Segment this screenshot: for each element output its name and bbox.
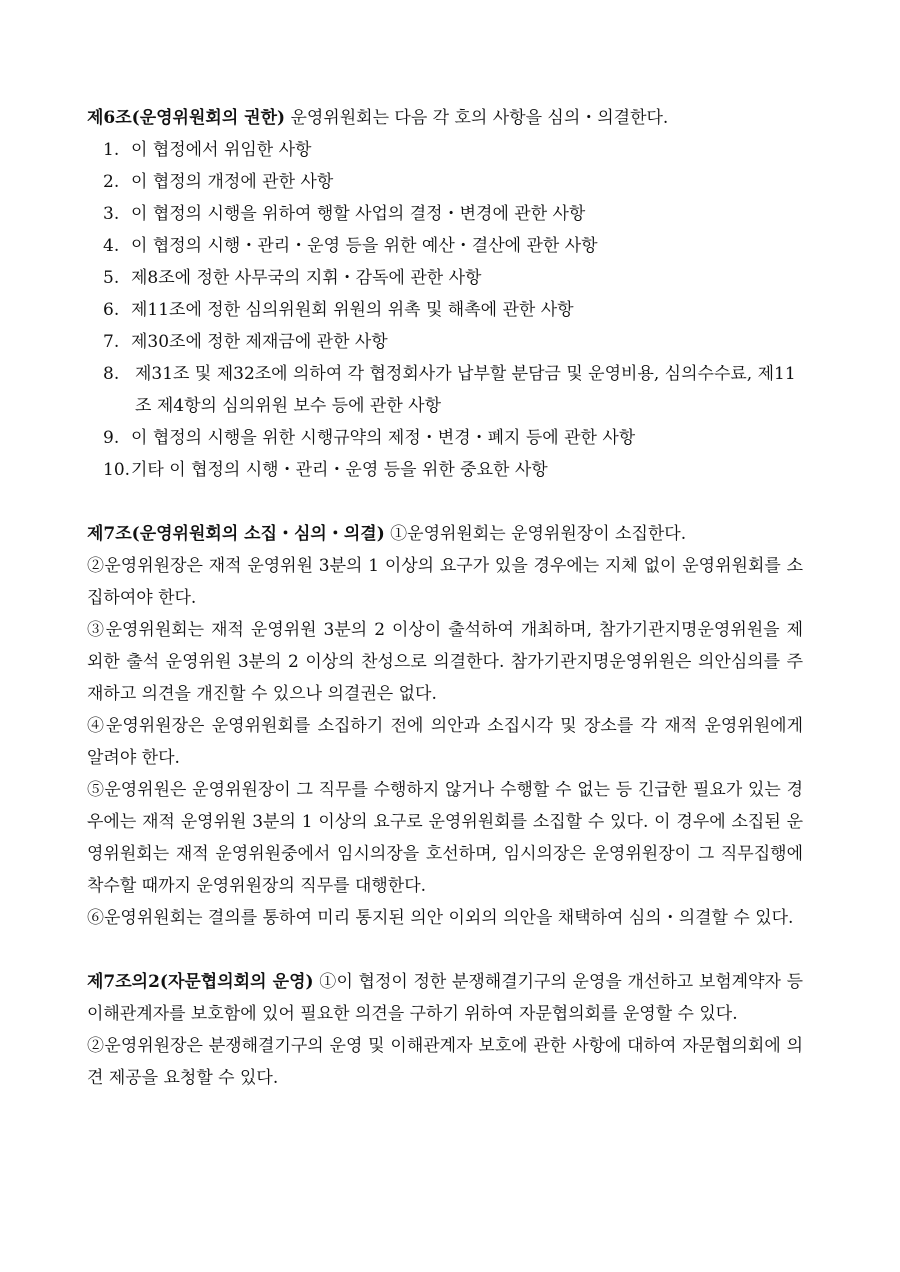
item-text: 기타 이 협정의 시행・관리・운영 등을 위한 중요한 사항	[131, 460, 548, 480]
article-6-intro: 운영위원회는 다음 각 호의 사항을 심의・의결한다.	[285, 108, 669, 128]
list-item	[87, 358, 803, 422]
item-number: 1.	[103, 140, 120, 160]
article-7-2-title: 제7조의2(자문협의회의 운영)	[87, 972, 314, 992]
article-7	[87, 518, 803, 934]
list-item	[87, 198, 803, 230]
article-6	[87, 102, 803, 486]
article-7-para-4: ④운영위원장은 운영위원회를 소집하기 전에 의안과 소집시각 및 장소를 각 재적 운영위원에게 알려야 한다.	[87, 716, 803, 768]
item-number: 5.	[103, 268, 120, 288]
item-number: 2.	[103, 172, 120, 192]
item-number: 6.	[103, 300, 120, 320]
document-page	[87, 102, 803, 1094]
article-7-title: 제7조(운영위원회의 소집・심의・의결)	[87, 524, 385, 544]
article-7-heading	[87, 518, 803, 550]
list-item	[87, 326, 803, 358]
article-6-items	[87, 134, 803, 486]
list-item	[87, 134, 803, 166]
article-7-para-6: ⑥운영위원회는 결의를 통하여 미리 통지된 의안 이외의 의안을 채택하여 심의・의결할 수 있다.	[87, 908, 794, 928]
list-item	[87, 166, 803, 198]
list-item	[87, 262, 803, 294]
item-text: 제30조에 정한 제재금에 관한 사항	[131, 332, 388, 352]
section-gap	[87, 486, 803, 518]
item-text: 제31조 및 제32조에 의하여 각 협정회사가 납부할 분담금 및 운영비용, 심의수수료, 제11조 제4항의 심의위원 보수 등에 관한 사항	[135, 364, 796, 416]
article-7-para-5: ⑤운영위원은 운영위원장이 그 직무를 수행하지 않거나 수행할 수 없는 등 긴급한 필요가 있는 경우에는 재적 운영위원 3분의 1 이상의 요구로 운영위원회를 소집할 수 있다. 이 경우에 소집된 운영위원회는 재적 운영위원중에서 임시의장을 호선하며, 임시의장은 운영위원장이 그 직무집행에 착수할 때까지 운영위원장의 직무를 대행한다.	[87, 780, 803, 896]
item-text: 이 협정에서 위임한 사항	[131, 140, 312, 160]
article-7-2-para-2: ②운영위원장은 분쟁해결기구의 운영 및 이해관계자 보호에 관한 사항에 대하여 자문협의회에 의견 제공을 요청할 수 있다.	[87, 1036, 803, 1088]
item-number: 8.	[103, 364, 120, 384]
article-7-2-heading	[87, 966, 803, 1030]
item-text: 제8조에 정한 사무국의 지휘・감독에 관한 사항	[131, 268, 482, 288]
item-text: 제11조에 정한 심의위원회 위원의 위촉 및 해촉에 관한 사항	[131, 300, 574, 320]
article-6-heading	[87, 102, 803, 134]
article-6-title: 제6조(운영위원회의 권한)	[87, 108, 286, 128]
list-item	[87, 230, 803, 262]
list-item	[87, 294, 803, 326]
article-7-para-2: ②운영위원장은 재적 운영위원 3분의 1 이상의 요구가 있을 경우에는 지체 없이 운영위원회를 소집하여야 한다.	[87, 556, 803, 608]
list-item	[87, 454, 803, 486]
list-item	[87, 422, 803, 454]
section-gap	[87, 934, 803, 966]
article-7-2	[87, 966, 803, 1094]
item-number: 10.	[103, 460, 131, 480]
article-7-2-para-1: ①이 협정이 정한 분쟁해결기구의 운영을 개선하고 보험계약자 등 이해관계자를 보호함에 있어 필요한 의견을 구하기 위하여 자문협의회를 운영할 수 있다.	[87, 972, 803, 1024]
item-number: 7.	[103, 332, 120, 352]
article-7-para-3: ③운영위원회는 재적 운영위원 3분의 2 이상이 출석하여 개최하며, 참가기관지명운영위원을 제외한 출석 운영위원 3분의 2 이상의 찬성으로 의결한다. 참가기관지명운영위원은 의안심의를 주재하고 의견을 개진할 수 있으나 의결권은 없다.	[87, 620, 803, 704]
item-text: 이 협정의 시행・관리・운영 등을 위한 예산・결산에 관한 사항	[131, 236, 598, 256]
item-text: 이 협정의 시행을 위한 시행규약의 제정・변경・폐지 등에 관한 사항	[131, 428, 636, 448]
item-number: 9.	[103, 428, 120, 448]
item-text: 이 협정의 개정에 관한 사항	[131, 172, 334, 192]
item-text: 이 협정의 시행을 위하여 행할 사업의 결정・변경에 관한 사항	[131, 204, 586, 224]
article-7-para-1: ①운영위원회는 운영위원장이 소집한다.	[384, 524, 687, 544]
item-number: 4.	[103, 236, 120, 256]
item-number: 3.	[103, 204, 120, 224]
